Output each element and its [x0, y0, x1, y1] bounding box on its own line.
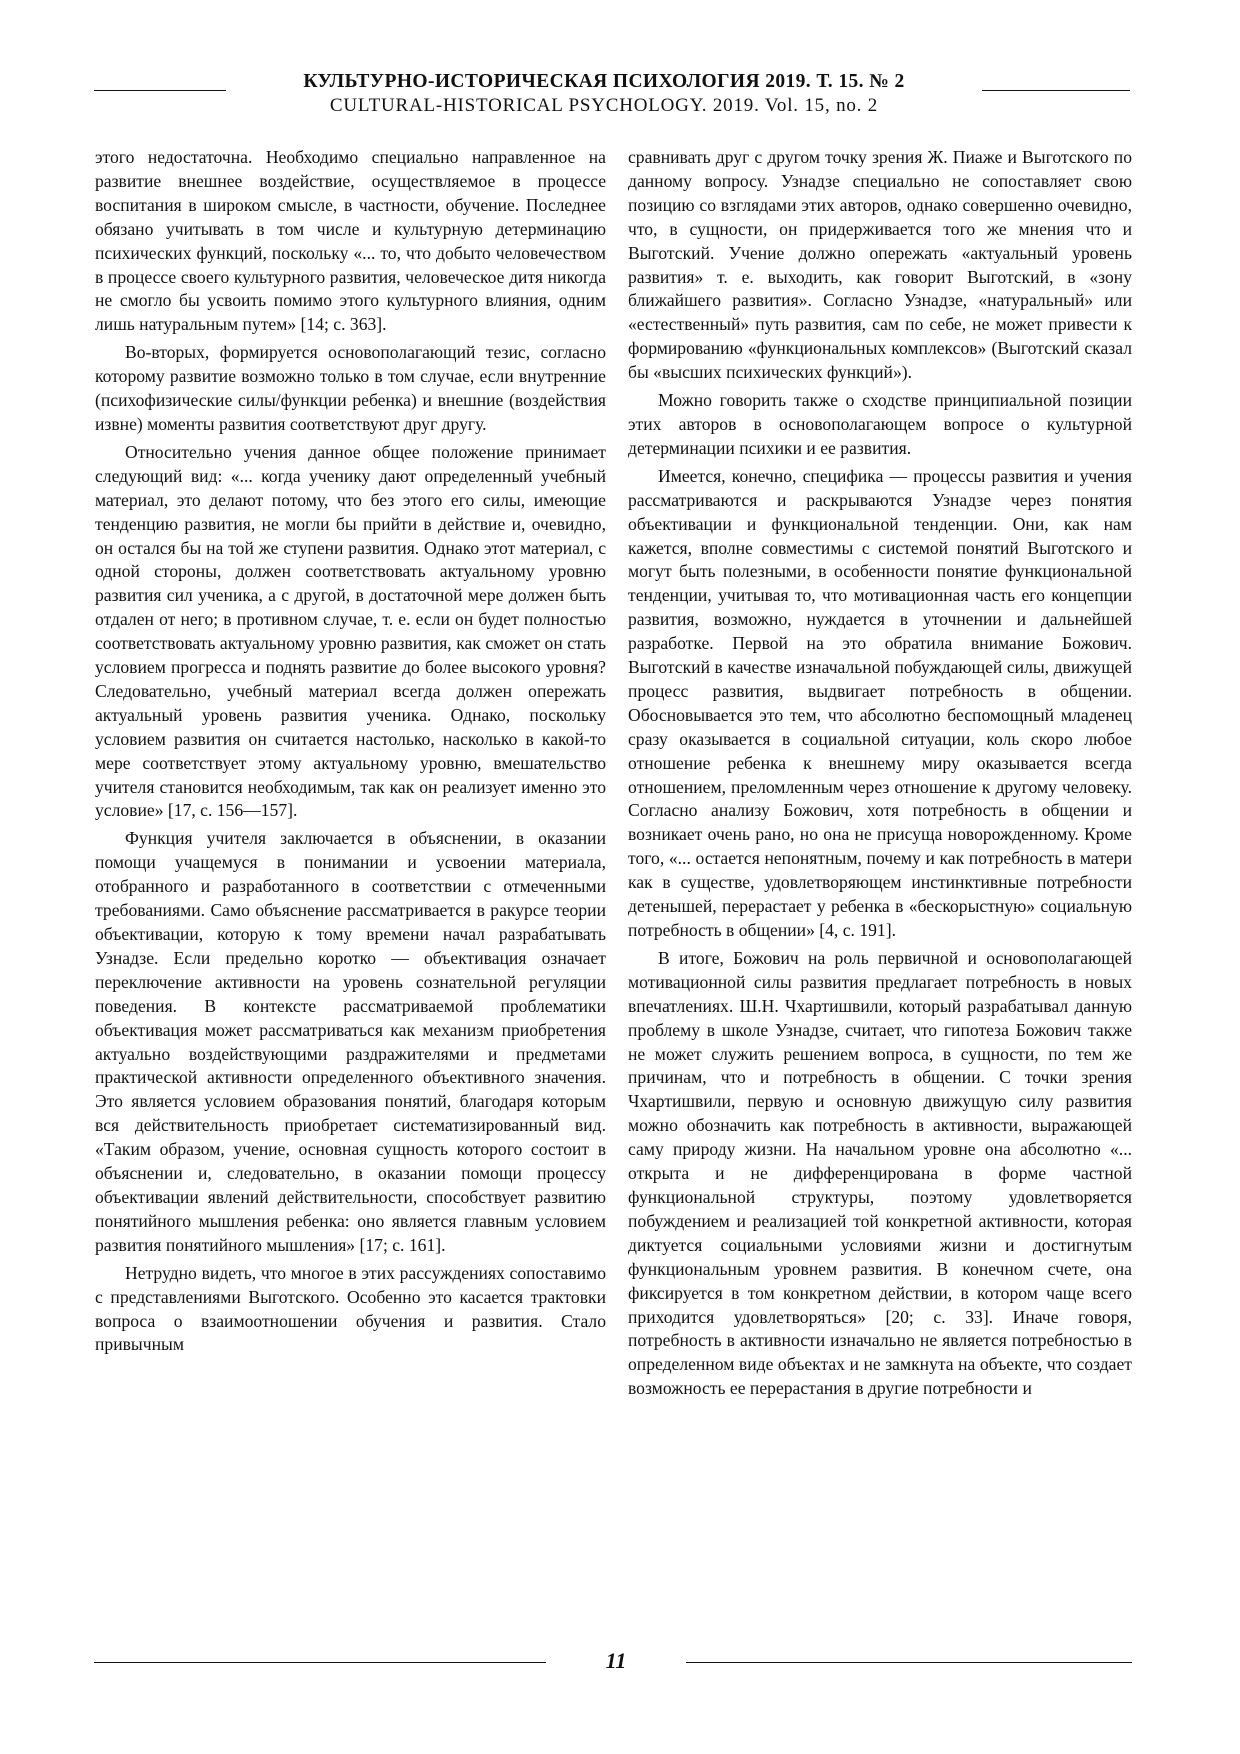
header-rule-right: [982, 90, 1130, 91]
paragraph: Функция учителя заключается в объяснении, в оказании помощи учащемуся в понимании и усвоении материала, отобранного и разработанного в соответствии с отмеченными требованиями. Само объяснение рассматривается в ракурсе теории объективации, которую к тому времени начал разрабатывать Узнадзе. Если предельно коротко — объективация означает переключение активности на уровень сознательной регуляции поведения. В контексте рассматриваемой проблематики объективация может рассматриваться как механизм приобретения актуально воздействующими раздражителями и предметами практической активности определенного объективного значения. Это является условием образования понятий, благодаря которым вся действительность приобретает систематизированный вид. «Таким образом, учение, основная сущность которого состоит в объяснении и, следовательно, в оказании помощи процессу объективации явлений действительности, способствует развитию понятийного мышления ребенка: оно является главным условием развития понятийного мышления» [17; с. 161].: [95, 828, 606, 1255]
paragraph: сравнивать друг с другом точку зрения Ж. Пиаже и Выготского по данному вопросу. Узнадзе специально не сопоставляет свою позицию со взглядами этих авторов, однако совершенно очевидно, что, в сущности, он придерживается того же мнения что и Выготский. Учение должно опережать «актуальный уровень развития» т. е. выходить, как говорит Выготский, в «зону ближайшего развития». Согласно Узнадзе, «натуральный» или «естественный» путь развития, сам по себе, не может привести к формированию «функциональных комплексов» (Выготский сказал бы «высших психических функций»).: [628, 147, 1132, 383]
paragraph: этого недостаточна. Необходимо специально направленное на развитие внешнее воздействие, осуществляемое в процессе воспитания в широком смысле, в частности, обучение. Последнее обязано учитывать в том числе и культурную детерминацию психических функций, поскольку «... то, что добыто человечеством в процессе своего культурного развития, человеческое дитя никогда не смогло бы усвоить помимо этого культурного влияния, одним лишь натуральным путем» [14; с. 363].: [95, 147, 606, 335]
footer-rule-left: [94, 1662, 546, 1663]
journal-title-ru: КУЛЬТУРНО-ИСТОРИЧЕСКАЯ ПСИХОЛОГИЯ 2019. Т. 15. № 2: [303, 71, 905, 92]
header-rule-left: [94, 90, 226, 91]
page-number: 11: [605, 1648, 627, 1673]
paragraph: Во-вторых, формируется основополагающий тезис, согласно которому развитие возможно только в том случае, если внутренние (психофизические силы/функции ребенка) и внешние (воздействия извне) моменты развития соответствуют друг другу.: [95, 342, 606, 434]
running-header: [226, 70, 982, 118]
paragraph: Нетрудно видеть, что многое в этих рассуждениях сопоставимо с представлениями Выготского. Особенно это касается трактовки вопроса о взаимоотношении обучения и развития. Стало привычным: [95, 1262, 606, 1355]
right-column: [628, 146, 1132, 1616]
footer-rule-right: [686, 1662, 1132, 1663]
paragraph: Можно говорить также о сходстве принципиальной позиции этих авторов в основополагающем вопросе о культурной детерминации психики и ее развития.: [628, 390, 1132, 458]
paragraph: Относительно учения данное общее положение принимает следующий вид: «... когда ученику дают определенный учебный материал, это делают потому, что без этого его силы, имеющие тенденцию развития, не могли бы прийти в действие и, очевидно, он остался бы на той же ступени развития. Однако этот материал, с одной стороны, должен соответствовать актуальному уровню развития сил ученика, а с другой, в достаточной мере должен быть отдален от него; в противном случае, т. е. если он будет полностью соответствовать актуальному уровню развития, как сможет он стать условием прогресса и поднять развитие до более высокого уровня? Следовательно, учебный материал всегда должен опережать актуальный уровень развития ученика. Однако, поскольку условием развития он считается настолько, насколько в какой-то мере соответствует этому актуальному уровню, вмешательство учителя становится необходимым, так как он реализует именно это условие» [17, с. 156—157].: [95, 441, 606, 821]
paragraph: В итоге, Божович на роль первичной и основополагающей мотивационной силы развития предлагает потребность в новых впечатлениях. Ш.Н. Чхартишвили, который разрабатывал данную проблему в школе Узнадзе, считает, что гипотеза Божович также не может служить решением вопроса, в сущности, по тем же причинам, что и потребность в общении. С точки зрения Чхартишвили, первую и основную движущую силу развития можно обозначить как потребность в активности, выражающей саму природу жизни. На начальном уровне она абсолютно «... открыта и не дифференцирована в форме частной функциональной структуры, поэтому удовлетворяется побуждением и реализацией той конкретной активности, которая диктуется социальными условиями жизни и достигнутым функциональным уровнем развития. В конечном счете, она фиксируется в том конкретном действии, в котором чаще всего приходится удовлетворяться» [20; с. 33]. Иначе говоря, потребность в активности изначально не является потребностью в определенном виде объектах и не замкнута на объекте, что создает возможность ее перерастания в другие потребности и: [628, 947, 1132, 1399]
journal-title-en: CULTURAL-HISTORICAL PSYCHOLOGY. 2019. Vol. 15, no. 2: [329, 95, 879, 116]
paragraph: Имеется, конечно, специфика — процессы развития и учения рассматриваются и раскрываются Узнадзе через понятия объективации и функциональной тенденции. Они, как нам кажется, вполне совместимы с системой понятий Выготского и могут быть полезными, в особенности понятие функциональной тенденции, учитывая то, что мотивационная часть его концепции развития, возможно, нуждается в уточнении и дальнейшей разработке. Первой на это обратила внимание Божович. Выготский в качестве изначальной побуждающей силы, движущей процесс развития, выдвигает потребность в общении. Обосновывается это тем, что абсолютно беспомощный младенец сразу оказывается в социальной ситуации, коль скоро любое отношение ребенка к внешнему миру оказывается всегда отношением, преломленным через отношение к другому человеку. Согласно анализу Божович, хотя потребность в общении и возникает очень рано, но она не присуща новорожденному. Кроме того, «... остается непонятным, почему и как потребность в матери как в существе, удовлетворяющем инстинктивные потребности детенышей, перерастает у ребенка в «бескорыстную» социальную потребность в общении» [4, с. 191].: [628, 465, 1132, 940]
left-column: [95, 146, 606, 1616]
